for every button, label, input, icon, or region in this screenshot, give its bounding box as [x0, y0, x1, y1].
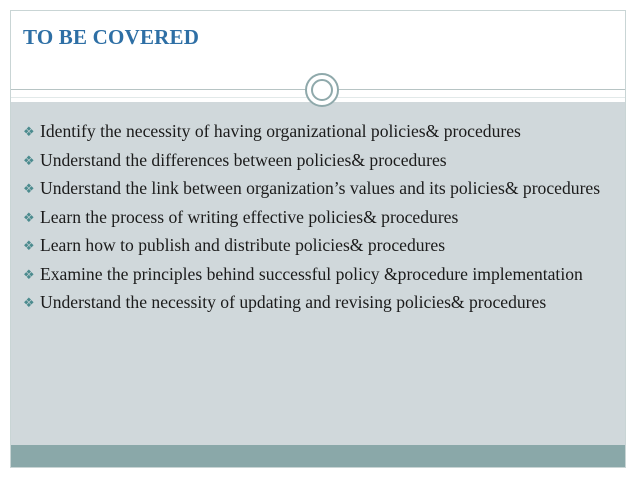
diamond-bullet-icon: ❖ [23, 266, 35, 282]
diamond-bullet-icon: ❖ [23, 124, 35, 139]
diamond-bullet-icon: ❖ [23, 295, 35, 310]
list-item [23, 291, 618, 314]
content-area [11, 102, 625, 446]
list-item [23, 263, 618, 286]
diamond-bullet-icon: ❖ [23, 209, 35, 225]
list-item-text: Understand the link between organization’s values and its policies& procedures [40, 178, 601, 198]
list-item-text: Understand the necessity of updating and revising policies& procedures [40, 292, 547, 312]
list-item-text: Understand the differences between policies& procedures [40, 149, 447, 170]
list-item [23, 120, 618, 143]
circle-ornament-icon [305, 73, 339, 107]
diamond-bullet-icon: ❖ [23, 152, 35, 168]
slide-title: TO BE COVERED [23, 25, 200, 49]
list-item-text: Identify the necessity of having organizational policies& procedures [40, 121, 521, 141]
list-item-text: Learn how to publish and distribute policies& procedures [40, 235, 446, 255]
diamond-bullet-icon: ❖ [23, 238, 35, 253]
list-item-text: Learn the process of writing effective policies& procedures [40, 206, 459, 227]
footer-bar [11, 445, 625, 467]
list-item [23, 234, 618, 257]
diamond-bullet-icon: ❖ [23, 181, 35, 196]
list-item [23, 206, 618, 229]
inner-circle-icon [311, 79, 333, 101]
slide [10, 10, 626, 468]
list-item [23, 149, 618, 172]
list-item-text: Examine the principles behind successful policy &procedure implementation [40, 263, 583, 284]
bullet-list [23, 120, 618, 320]
list-item [23, 177, 618, 200]
